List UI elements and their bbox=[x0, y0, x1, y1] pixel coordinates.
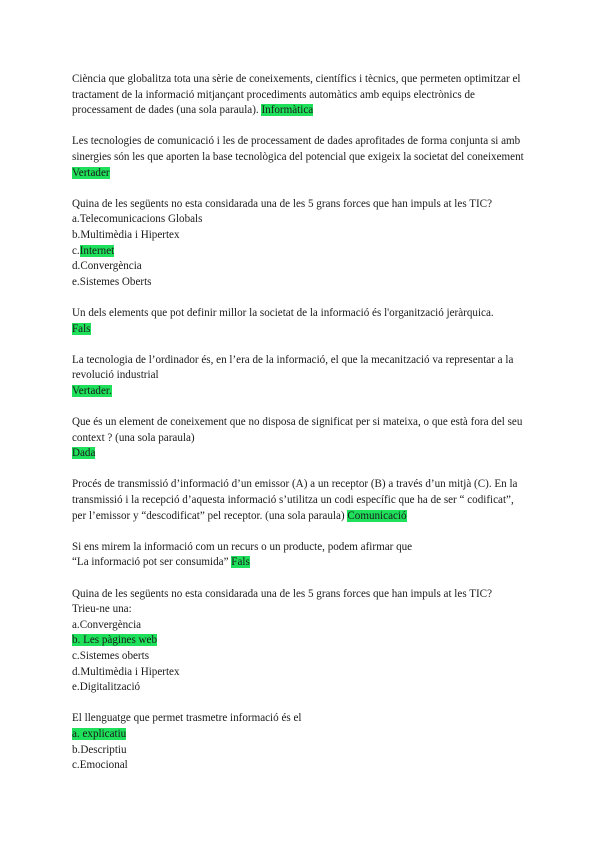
question-text: sinergies són les que aporten la base tecnològica del potencial que exigeix la societat del coneixement bbox=[72, 150, 524, 163]
question-text: El llenguatge que permet trasmetre informació és el bbox=[72, 712, 302, 725]
question-text: context ? (una sola paraula) bbox=[72, 431, 195, 444]
highlighted-answer: Vertader. bbox=[72, 384, 112, 397]
question-text: Ciència que globalitza tota una sèrie de coneixements, científics i tècnics, que permeten optimitzar el bbox=[72, 73, 521, 85]
option-d: d.Convergència bbox=[72, 260, 142, 273]
highlighted-answer: Fals bbox=[231, 556, 250, 569]
question-text: Quina de les següents no esta considarada una de les 5 grans forces que han impuls at les TIC? bbox=[72, 587, 493, 600]
option-e: e.Digitalització bbox=[72, 681, 141, 694]
answer-line bbox=[72, 384, 542, 400]
question-text-with-answer bbox=[72, 103, 542, 119]
question-text: “La informació pot ser consumida” bbox=[72, 556, 229, 569]
question-4 bbox=[72, 306, 542, 337]
option-c bbox=[72, 244, 542, 260]
option-a: a.Telecomunicacions Globals bbox=[72, 213, 203, 226]
option-letter: c. bbox=[72, 244, 80, 257]
option-c: c.Emocional bbox=[72, 759, 128, 772]
highlighted-answer: Internet bbox=[79, 244, 115, 257]
highlighted-answer: Fals bbox=[72, 322, 91, 335]
option-e: e.Sistemes Oberts bbox=[72, 275, 152, 288]
question-3 bbox=[72, 197, 542, 291]
question-text: Les tecnologies de comunicació i les de processament de dades aprofitades de forma conjunta si amb bbox=[72, 135, 521, 148]
question-text: Un dels elements que pot definir millor la societat de la informació és l'organització jeràrquica. bbox=[72, 306, 494, 319]
answer-line bbox=[72, 446, 542, 462]
option-c: c.Sistemes oberts bbox=[72, 649, 150, 662]
answer-line bbox=[72, 166, 542, 182]
question-text: transmissió i la recepció d’aquesta informació s’utilitza un codi específic que ha de ser “ codificat”, bbox=[72, 494, 514, 507]
question-text: Si ens mirem la informació com un recurs o un producte, podem afirmar que bbox=[72, 540, 413, 553]
option-a bbox=[72, 727, 542, 743]
instruction-text: Trieu-ne una: bbox=[72, 603, 132, 616]
question-2 bbox=[72, 134, 542, 181]
question-7 bbox=[72, 477, 542, 524]
question-text: tractament de la informació mitjançant procediments automàtics amb equips electrònics de bbox=[72, 88, 475, 101]
option-d: d.Multimèdia i Hipertex bbox=[72, 665, 180, 678]
highlighted-answer: b. Les pàgines web bbox=[72, 634, 158, 647]
option-b: b.Multimèdia i Hipertex bbox=[72, 228, 180, 241]
quiz-content bbox=[72, 72, 542, 789]
question-text: Que és un element de coneixement que no disposa de significat per si mateixa, o que està fora del seu bbox=[72, 416, 523, 429]
highlighted-answer: Dada bbox=[72, 447, 96, 460]
highlighted-answer: a. explicatiu bbox=[72, 727, 127, 740]
question-9 bbox=[72, 587, 542, 696]
question-10 bbox=[72, 711, 542, 773]
question-8 bbox=[72, 540, 542, 571]
question-text: Quina de les següents no esta considarada una de les 5 grans forces que han impuls at les TIC? bbox=[72, 197, 493, 210]
question-text: revolució industrial bbox=[72, 369, 159, 382]
question-text: per l’emissor y “descodificat” pel receptor. (una sola paraula) bbox=[72, 509, 345, 522]
option-b bbox=[72, 633, 542, 649]
question-text: La tecnologia de l’ordinador és, en l’era de la informació, el que la mecanització va representar a la bbox=[72, 353, 514, 366]
question-6 bbox=[72, 415, 542, 462]
answer-line bbox=[72, 322, 542, 338]
question-text: processament de dades (una sola paraula). bbox=[72, 104, 259, 117]
question-5 bbox=[72, 353, 542, 400]
question-text: Procés de transmissió d’informació d’un emissor (A) a un receptor (B) a través d’un mitjà (C). En la bbox=[72, 478, 518, 491]
highlighted-answer: Vertader bbox=[72, 166, 110, 179]
question-text-with-answer bbox=[72, 555, 542, 571]
highlighted-answer: Informàtica bbox=[261, 104, 314, 117]
option-b: b.Descriptiu bbox=[72, 743, 127, 756]
highlighted-answer: Comunicació bbox=[347, 509, 407, 522]
question-1 bbox=[72, 72, 542, 119]
question-text-with-answer bbox=[72, 509, 542, 525]
option-a: a.Convergència bbox=[72, 618, 142, 631]
